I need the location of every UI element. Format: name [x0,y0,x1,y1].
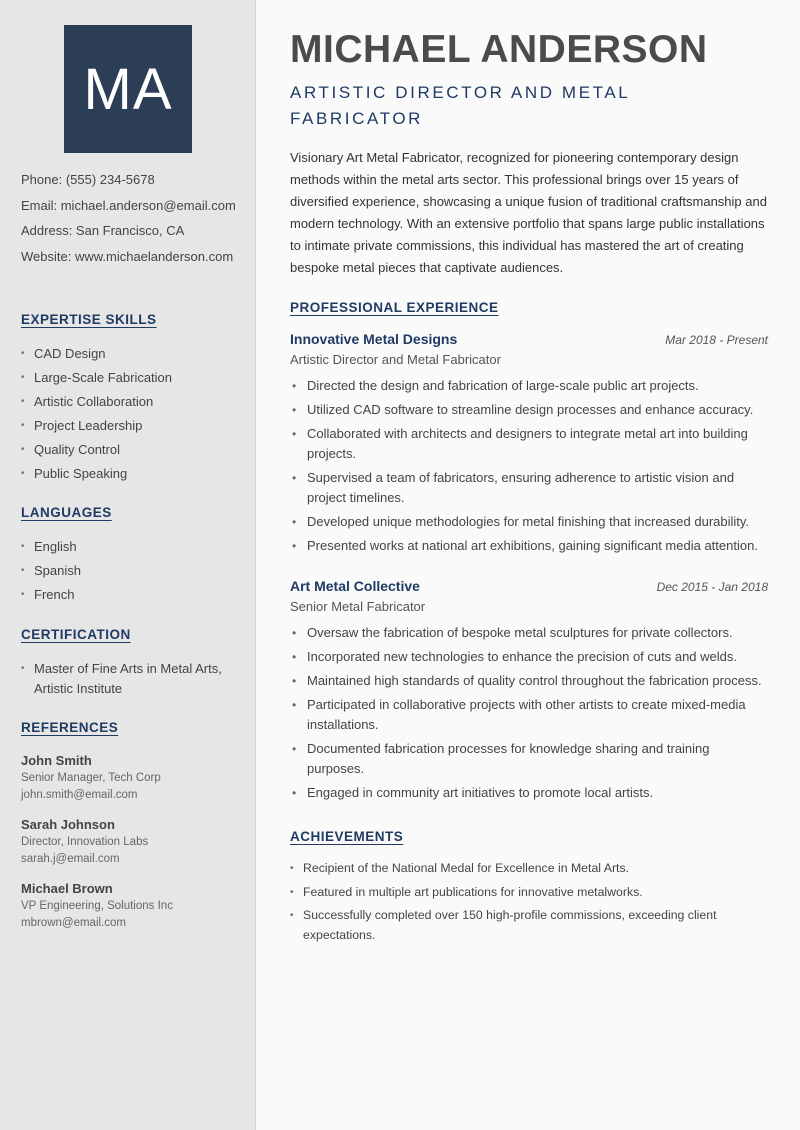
job-bullet-text: Engaged in community art initiatives to promote local artists. [307,785,654,800]
certification-section [21,627,246,703]
list-item [290,512,768,532]
bullet-icon: • [21,565,25,576]
bullet-icon: • [21,420,25,431]
bullet-icon: • [292,403,297,417]
list-item [21,561,246,581]
job-bullet-text: Presented works at national art exhibitions, gaining significant media attention. [307,538,758,553]
bullet-icon: • [292,626,297,640]
bullet-icon: • [21,444,25,455]
profile-summary: Visionary Art Metal Fabricator, recognized for pioneering contemporary design methods within the metal arts sector. This professional brings over 15 years of diversified experience, showcasing a unique fusion of traditional craftsmanship and modern technology. With an extensive portfolio that spans large public installations to intimate private commissions, this individual has mastered the art of creating bespoke metal pieces that captivate audiences. [290,150,767,275]
languages-heading: LANGUAGES [21,505,112,520]
contact-phone: Phone: (555) 234-5678 [21,172,155,187]
job-entry [290,578,768,807]
bullet-icon: • [292,539,297,553]
list-item [21,464,246,484]
reference-entry [21,816,246,868]
skill-label: Artistic Collaboration [34,394,154,409]
bullet-icon: • [21,348,25,359]
list-item [290,671,768,691]
certification-label: Master of Fine Arts in Metal Arts, Artistic Institute [34,661,222,696]
bullet-icon: • [290,886,294,898]
skill-label: Quality Control [34,442,120,457]
bullet-icon: • [292,471,297,485]
job-bullet-text: Developed unique methodologies for metal finishing that increased durability. [307,514,750,529]
reference-role: Senior Manager, Tech Corp [21,772,161,784]
job-role: Artistic Director and Metal Fabricator [290,352,501,367]
candidate-name: MICHAEL ANDERSON [290,28,708,71]
reference-name: John Smith [21,753,92,768]
list-item [21,368,246,388]
skill-label: CAD Design [34,346,106,361]
list-item [290,739,768,779]
bullet-icon: • [21,372,25,383]
list-item [290,906,768,945]
bullet-icon: • [292,650,297,664]
list-item [21,344,246,364]
list-item [21,585,246,605]
list-item [290,859,768,879]
job-bullet-text: Collaborated with architects and designers to integrate metal art into building projects. [307,426,748,461]
list-item [21,416,246,436]
bullet-icon: • [290,863,294,874]
job-role: Senior Metal Fabricator [290,599,426,614]
list-item [290,883,768,903]
job-bullet-text: Participated in collaborative projects with other artists to create mixed-media installations. [307,697,746,732]
job-bullet-text: Directed the design and fabrication of large-scale public art projects. [307,378,699,393]
certification-list [21,659,246,699]
achievement-text: Featured in multiple art publications for innovative metalworks. [303,884,643,899]
bullet-icon: • [292,786,297,800]
bullet-icon: • [21,541,25,552]
language-label: French [34,587,75,602]
list-item [21,659,246,699]
bullet-icon: • [21,396,25,407]
achievement-text: Successfully completed over 150 high-profile commissions, exceeding client expectations. [303,908,717,942]
skill-label: Large-Scale Fabrication [34,370,173,385]
job-date: Dec 2015 - Jan 2018 [656,580,768,594]
job-bullet-text: Incorporated new technologies to enhance the precision of cuts and welds. [307,649,737,664]
list-item [290,536,768,556]
sidebar [0,0,256,1130]
job-company: Innovative Metal Designs [290,331,458,347]
bullet-icon: • [290,910,294,921]
list-item [290,623,768,643]
bullet-icon: • [292,515,297,529]
job-header [290,578,768,594]
job-bullets [290,376,768,556]
contact-email: Email: michael.anderson@email.com [21,197,236,213]
list-item [290,468,768,508]
job-bullet-text: Maintained high standards of quality control throughout the fabrication process. [307,673,762,688]
language-label: English [34,539,77,554]
references-section [21,720,246,944]
bullet-icon: • [292,379,297,393]
achievements-heading: ACHIEVEMENTS [290,829,404,844]
certification-heading: CERTIFICATION [21,627,131,642]
reference-name: Sarah Johnson [21,817,115,832]
achievements-list [290,859,768,949]
reference-entry [21,880,246,932]
reference-role: VP Engineering, Solutions Inc [21,900,173,912]
bullet-icon: • [21,589,25,600]
job-date: Mar 2018 - Present [665,333,768,347]
bullet-icon: • [292,742,297,756]
skill-label: Public Speaking [34,466,128,481]
reference-entry [21,752,246,804]
job-bullets [290,623,768,803]
job-bullet-text: Supervised a team of fabricators, ensuring adherence to artistic vision and project timelines. [307,470,735,505]
job-header [290,331,768,347]
reference-email: john.smith@email.com [21,789,138,801]
candidate-title: ARTISTIC DIRECTOR AND METAL FABRICATOR [290,83,630,128]
bullet-icon: • [292,698,297,712]
language-label: Spanish [34,563,81,578]
reference-role: Director, Innovation Labs [21,836,149,848]
list-item [290,695,768,735]
job-bullet-text: Oversaw the fabrication of bespoke metal sculptures for private collectors. [307,625,733,640]
job-bullet-text: Documented fabrication processes for knowledge sharing and training purposes. [307,741,710,776]
job-company: Art Metal Collective [290,578,420,594]
reference-email: mbrown@email.com [21,917,126,929]
reference-email: sarah.j@email.com [21,853,120,865]
contact-address: Address: San Francisco, CA [21,223,185,238]
contact-website: Website: www.michaelanderson.com [21,248,234,264]
contact-info [21,172,251,274]
skill-label: Project Leadership [34,418,143,433]
achievement-text: Recipient of the National Medal for Excellence in Metal Arts. [303,861,630,875]
skills-heading: EXPERTISE SKILLS [21,312,157,327]
references-heading: REFERENCES [21,720,119,735]
job-bullet-text: Utilized CAD software to streamline design processes and enhance accuracy. [307,402,754,417]
list-item [21,537,246,557]
list-item [21,392,246,412]
list-item [290,400,768,420]
bullet-icon: • [292,674,297,688]
monogram-logo: MA [64,25,192,153]
list-item [290,424,768,464]
bullet-icon: • [292,427,297,441]
list-item [290,647,768,667]
list-item [21,440,246,460]
list-item [290,376,768,396]
job-entry [290,331,768,560]
languages-list [21,537,246,605]
languages-section [21,505,246,609]
skills-section [21,312,246,488]
list-item [290,783,768,803]
bullet-icon: • [21,468,25,479]
reference-name: Michael Brown [21,881,113,896]
skills-list [21,344,246,484]
bullet-icon: • [21,663,25,674]
experience-heading: PROFESSIONAL EXPERIENCE [290,300,499,315]
